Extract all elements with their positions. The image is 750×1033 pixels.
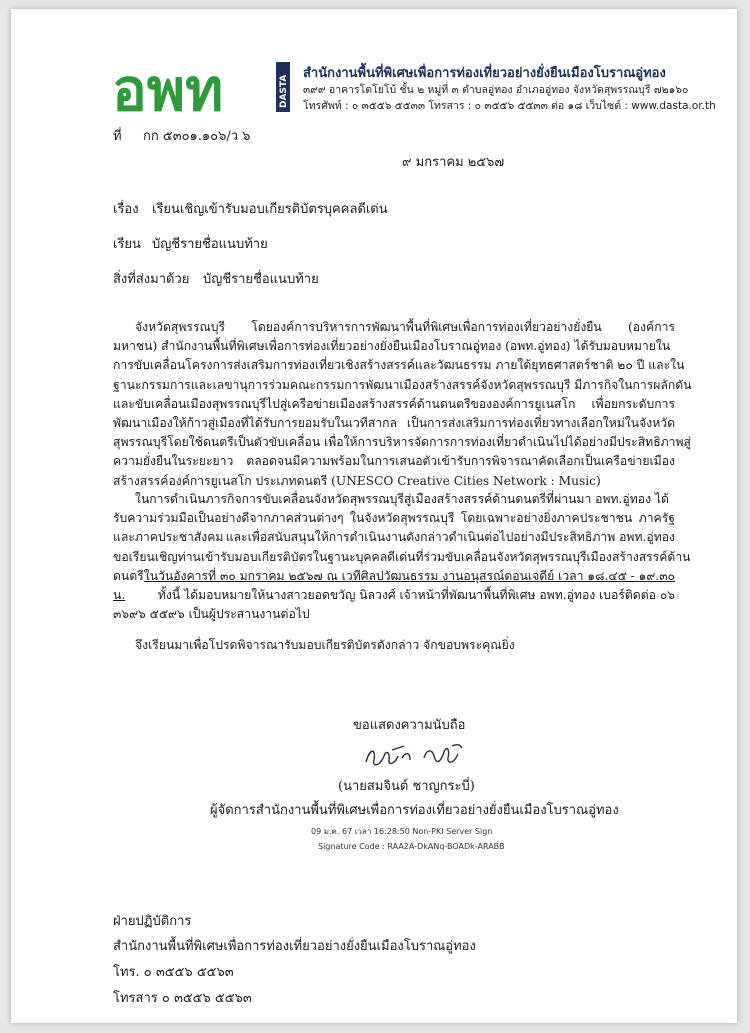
closing-salutation: ขอแสดงความนับถือ <box>353 718 466 733</box>
signature-code: Signature Code : RAA2A-DkANq-BOADk-ARABB <box>318 842 505 851</box>
signature-image <box>362 738 472 774</box>
signatory-title: ผู้จัดการสำนักงานพื้นที่พิเศษเพื่อการท่องเที่ยวอย่างยั่งยืนเมืองโบราณอู่ทอง <box>210 803 619 818</box>
para2-line: ๓๖๙๖ ๕๕๙๖ เป็นผู้ประสานงานต่อไป <box>113 607 310 622</box>
event-datetime: ในวันอังคารที่ ๓๐ มกราคม ๒๕๖๗ ณ เวทีศิลปวัฒนธรรม งานอนุสรณ์ดอนเจดีย์ เวลา ๑๘.๔๕ - ๑๙.๓๐ <box>143 568 675 583</box>
signatory-name: (นายสมจินต์ ชาญกระบี่) <box>338 779 475 794</box>
body-paragraph-2: ในการดำเนินภารกิจการขับเคลื่อนจังหวัดสุพรรณบุรีสู่เมืองสร้างสรรค์ด้านดนตรีที่ผ่านมา อพท.อู่ทอง ได้ รับความร่วมมือเป็นอย่างดีจากภาคส่วนต่างๆ ในจังหวัดสุพรรณบุรี โดยเฉพาะอย่างยิ่งภาคประชาชน ภาครัฐ และภาคประชาสังคม และเพื่อสนับสนุนให้การดำเนินงานดังกล่าวดำเนินต่อไปอย่างมีประสิทธิภาพ อพท.อู่ทอง ขอเรียนเชิญท่านเข้ารับมอบเกียรติบัตรในฐานะบุคคลดีเด่นที่ร่วมขับเคลื่อนจังหวัดสุพรรณบุรีเมืองสร้างสรรค์ด้าน ดนตรี ในวันอังคารที่ ๓๐ มกราคม ๒๕๖๗ ณ เวทีศิลปวัฒนธรรม งานอนุสรณ์ดอนเจดีย์ เวลา ๑๘.๔๕ - ๑๙.๓๐ น. ทั้งนี้ ได้มอบหมายให้นางสาวยอดขวัญ นิลวงศ์ เจ้าหน้าที่พัฒนาพื้นที่พิเศษ อพท.อู่ทอง เบอร์ติดต่อ ๐๖ ๓๖๙๖ ๕๕๙๖ เป็นผู้ประสานงานต่อไป <box>113 490 675 624</box>
para2-line: ดนตรี <box>113 568 144 583</box>
para1-line: พัฒนาเมืองให้ก้าวสู่เมืองที่ได้รับการยอมรับในเวทีสากล <box>113 415 398 430</box>
para2-line: ขอเรียนเชิญท่านเข้ารับมอบเกียรติบัตรในฐานะบุคคลดีเด่นที่ร่วมขับเคลื่อนจังหวัดสุพรรณบุรีเมืองสร้างสรรค์ด้าน <box>113 549 691 564</box>
body-paragraph-1: จังหวัดสุพรรณบุรี โดยองค์การบริหารการพัฒนาพื้นที่พิเศษเพื่อการท่องเที่ยวอย่างยั่งยืน (องค์การ มหาชน) สำนักงานพื้นที่พิเศษเพื่อการท่องเที่ยวอย่างยั่งยืนเมืองโบราณอู่ทอง (อพท.อู่ทอง) ได้รับมอบหมายใน การขับเคลื่อนโครงการส่งเสริมการท่องเที่ยวเชิงสร้างสรรค์และวัฒนธรรม ภายใต้ยุทธศาสตร์ชาติ ๒๐ ปี และใน ฐานะกรรมการและเลขานุการร่วมคณะกรรมการพัฒนาเมืองสร้างสรรค์จังหวัดสุพรรณบุรี มีภารกิจในการผลักดัน และขับเคลื่อนเมืองสุพรรณบุรีไปสู่เครือข่ายเมืองสร้างสรรค์ด้านดนตรีขององค์การยูเนสโก เพื่อยกระดับการ พัฒนาเมืองให้ก้าวสู่เมืองที่ได้รับการยอมรับในเวทีสากล เป็นการส่งเสริมการท่องเที่ยวทางเลือกใหม่ในจังหวัด สุพรรณบุรีโดยใช้ดนตรีเป็นตัวขับเคลื่อน เพื่อให้การบริหารจัดการการท่องเที่ยวดำเนินไปได้อย่างมีประสิทธิภาพสู่ ความยั่งยืนในระยะยาว ตลอดจนมีความพร้อมในการเสนอตัวเข้ารับการพิจารณาคัดเลือกเป็นเครือข่ายเมือง สร้างสรรค์องค์การยูเนสโก ประเภทดนตรี (UNESCO Creative Cities Network : Music) <box>113 318 675 491</box>
org-contact: โทรศัพท์ : ๐ ๓๕๕๖ ๕๕๓๓ โทรสาร : ๐ ๓๕๕๖ ๕๕๓๓ ต่อ ๑๘ เว็บไซต์ : www.dasta.or.th <box>303 100 716 112</box>
para1-line: มหาชน) สำนักงานพื้นที่พิเศษเพื่อการท่องเที่ยวอย่างยั่งยืนเมืองโบราณอู่ทอง (อพท.อู่ทอง) ได้รับมอบหมายใน <box>113 339 671 354</box>
ref-number: กก ๕๓๐๑.๑๐๖/ว ๖ <box>143 129 251 144</box>
para2-line: รับความร่วมมือเป็นอย่างดีจากภาคส่วนต่างๆ <box>113 511 344 526</box>
para2-line: และภาคประชาสังคม <box>113 530 224 545</box>
letter-date: ๙ มกราคม ๒๕๖๗ <box>402 155 505 170</box>
subject-label: เรื่อง <box>113 202 139 217</box>
para2-line: ในการดำเนินภารกิจการขับเคลื่อนจังหวัดสุพรรณบุรีสู่เมืองสร้างสรรค์ด้านดนตรีที่ผ่านมา อพท.อู่ทอง ได้ <box>135 492 669 506</box>
logo-side-text: DASTA <box>279 74 289 108</box>
footer-department: ฝ่ายปฏิบัติการ <box>113 914 192 929</box>
footer-office: สำนักงานพื้นที่พิเศษเพื่อการท่องเที่ยวอย่างยั่งยืนเมืองโบราณอู่ทอง <box>113 939 476 954</box>
event-time-suffix: น. <box>113 587 126 602</box>
footer-fax: โทรสาร ๐ ๓๕๕๖ ๕๕๖๓ <box>113 991 252 1006</box>
para1-line: และขับเคลื่อนเมืองสุพรรณบุรีไปสู่เครือข่ายเมืองสร้างสรรค์ด้านดนตรีขององค์การยูเนสโก <box>113 396 576 411</box>
para1-line: การขับเคลื่อนโครงการส่งเสริมการท่องเที่ยวเชิงสร้างสรรค์และวัฒนธรรม ภายใต้ยุทธศาสตร์ชาติ ๒๐ ปี และใน <box>113 358 685 373</box>
org-address: ๓๙๙ อาคารโตโยโบ้ ชั้น ๒ หมู่ที่ ๓ ตำบลอู่ทอง อำเภออู่ทอง จังหวัดสุพรรณบุรี ๗๒๑๖๐ <box>303 84 689 96</box>
footer-phone: โทร. ๐ ๓๕๕๖ ๕๕๖๓ <box>113 965 234 980</box>
para1-line: ฐานะกรรมการและเลขานุการร่วมคณะกรรมการพัฒนาเมืองสร้างสรรค์จังหวัดสุพรรณบุรี มีภารกิจในการผลักดัน <box>113 377 692 392</box>
enclosure-label: สิ่งที่ส่งมาด้วย <box>113 272 190 287</box>
logo-wordmark: อพท <box>112 58 224 116</box>
para1-line: จังหวัดสุพรรณบุรี <box>135 320 226 334</box>
dasta-logo <box>110 58 292 116</box>
to-text: บัญชีรายชื่อแนบท้าย <box>152 237 268 252</box>
org-name: สำนักงานพื้นที่พิเศษเพื่อการท่องเที่ยวอย่างยั่งยืนเมืองโบราณอู่ทอง <box>303 66 666 81</box>
subject-text: เรียนเชิญเข้ารับมอบเกียรติบัตรบุคคลดีเด่น <box>152 202 388 217</box>
enclosure-text: บัญชีรายชื่อแนบท้าย <box>203 272 319 287</box>
to-label: เรียน <box>113 237 141 252</box>
para1-line: สร้างสรรค์องค์การยูเนสโก ประเภทดนตรี (UNESCO Creative Cities Network : Music) <box>113 473 601 488</box>
para1-line: สุพรรณบุรีโดยใช้ดนตรีเป็นตัวขับเคลื่อน เพื่อให้การบริหารจัดการการท่องเที่ยวดำเนินไปได้อย่างมีประสิทธิภาพสู่ <box>113 435 691 450</box>
ref-label: ที่ <box>113 129 122 144</box>
body-paragraph-3: จึงเรียนมาเพื่อโปรดพิจารณารับมอบเกียรติบัตรดังกล่าว จักขอบพระคุณยิ่ง <box>135 638 515 652</box>
sign-stamp: 09 ม.ค. 67 เวลา 16:28:50 Non-PKI Server Sign <box>311 827 493 836</box>
para1-line: ความยั่งยืนในระยะยาว <box>113 454 234 469</box>
